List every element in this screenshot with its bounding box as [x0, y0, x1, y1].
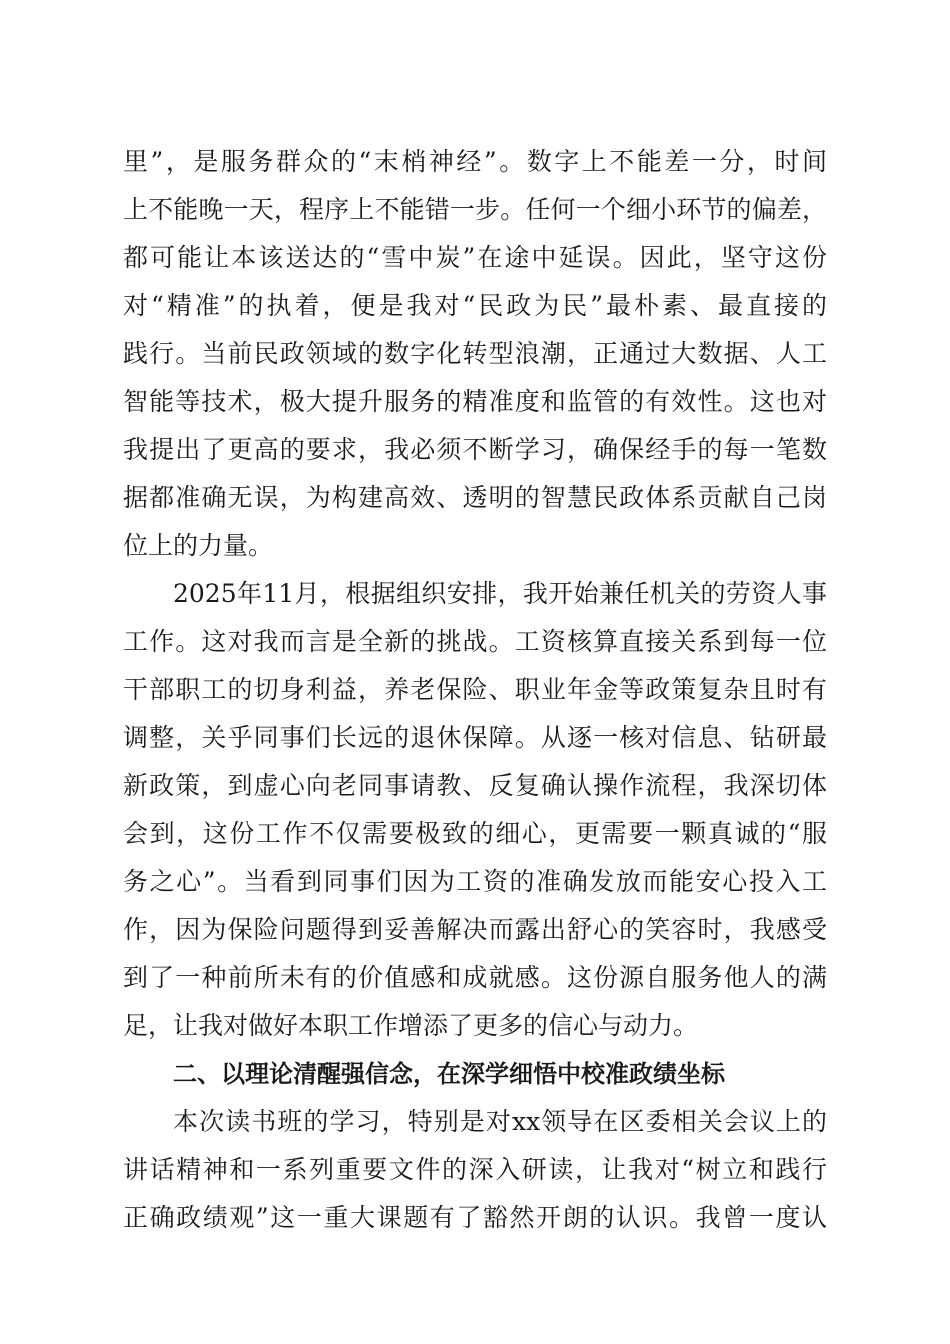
- paragraph-line: 作，因为保险问题得到妥善解决而露出舒心的笑容时，我感受: [123, 915, 827, 944]
- paragraph-line: 务之心”。当看到同事们因为工资的准确发放而能安心投入工: [123, 867, 827, 896]
- paragraph-line: 都可能让本该送达的“雪中炭”在途中延误。因此，坚守这份: [123, 243, 827, 272]
- section-heading: 二、以理论清醒强信念，在深学细悟中校准政绩坐标: [173, 1060, 725, 1088]
- paragraph-1: [123, 138, 827, 570]
- paragraph-line: 我提出了更高的要求，我必须不断学习，确保经手的每一笔数: [123, 435, 827, 464]
- paragraph-line: 讲话精神和一系列重要文件的深入研读，让我对“树立和践行: [123, 1155, 827, 1184]
- paragraph-line: 干部职工的切身利益，养老保险、职业年金等政策复杂且时有: [123, 675, 827, 704]
- paragraph-line: 据都准确无误，为构建高效、透明的智慧民政体系贡献自己岗: [123, 483, 827, 512]
- paragraph-line: 智能等技术，极大提升服务的精准度和监管的有效性。这也对: [123, 387, 827, 416]
- paragraph-line: 本次读书班的学习，特别是对xx领导在区委相关会议上的: [173, 1107, 827, 1136]
- paragraph-line: 工作。这对我而言是全新的挑战。工资核算直接关系到每一位: [123, 627, 827, 656]
- paragraph-line: 足，让我对做好本职工作增添了更多的信心与动力。: [123, 1011, 699, 1040]
- paragraph-2: [123, 570, 827, 1050]
- paragraph-3: [123, 1098, 827, 1242]
- paragraph-line: 2025年11月，根据组织安排，我开始兼任机关的劳资人事: [173, 579, 827, 608]
- paragraph-line: 上不能晚一天，程序上不能错一步。任何一个细小环节的偏差，: [123, 195, 827, 224]
- paragraph-line: 对“精准”的执着，便是我对“民政为民”最朴素、最直接的: [123, 291, 827, 320]
- paragraph-line: 正确政绩观”这一重大课题有了豁然开朗的认识。我曾一度认: [123, 1203, 827, 1232]
- paragraph-line: 里”，是服务群众的“末梢神经”。数字上不能差一分，时间: [123, 147, 827, 176]
- paragraph-line: 践行。当前民政领域的数字化转型浪潮，正通过大数据、人工: [123, 339, 827, 368]
- paragraph-line: 调整，关乎同事们长远的退休保障。从逐一核对信息、钻研最: [123, 723, 827, 752]
- paragraph-line: 位上的力量。: [123, 531, 274, 560]
- paragraph-line: 新政策，到虚心向老同事请教、反复确认操作流程，我深切体: [123, 771, 827, 800]
- document-body: [123, 138, 827, 1242]
- paragraph-line: 会到，这份工作不仅需要极致的细心，更需要一颗真诚的“服: [123, 819, 827, 848]
- paragraph-line: 到了一种前所未有的价值感和成就感。这份源自服务他人的满: [123, 963, 827, 992]
